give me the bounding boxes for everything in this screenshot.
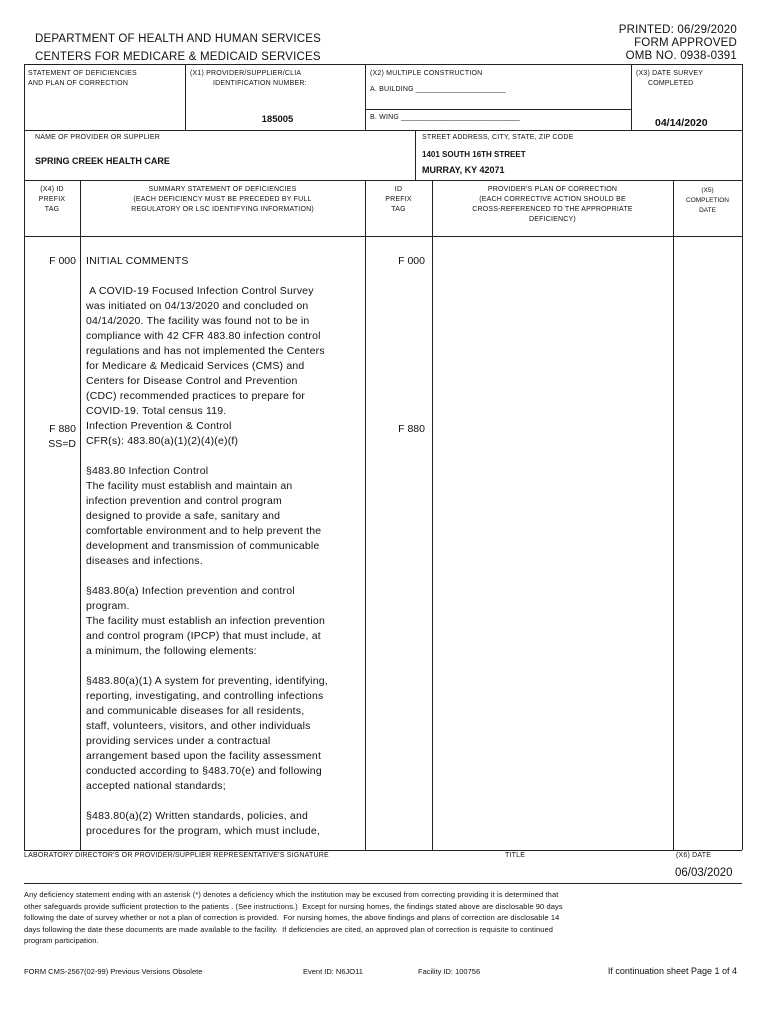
x3-label: (X3) DATE SURVEY COMPLETED <box>636 70 704 87</box>
provider-name-label: NAME OF PROVIDER OR SUPPLIER <box>35 134 161 141</box>
tag-f880-right: F 880 <box>398 423 425 435</box>
plan-header: PROVIDER'S PLAN OF CORRECTION (EACH CORRECTIVE ACTION SHOULD BE CROSS-REFERENCED TO THE APPROPRIATE DEFICIENCY) <box>472 186 633 223</box>
wing-field: B. WING _____________________________ <box>370 114 520 121</box>
x4-header: (X4) ID PREFIX TAG <box>38 186 66 213</box>
x5-header: (X5) COMPLETION DATE <box>686 187 729 214</box>
address-label: STREET ADDRESS, CITY, STATE, ZIP CODE <box>422 134 574 141</box>
title-label: TITLE <box>505 852 526 859</box>
x6-date-label: (X6) DATE <box>676 852 712 859</box>
building-field: A. BUILDING ______________________ <box>370 86 507 93</box>
x2-label: (X2) MULTIPLE CONSTRUCTION <box>370 70 483 77</box>
initial-comments-heading: INITIAL COMMENTS <box>86 255 189 267</box>
disclosure-note: Any deficiency statement ending with an asterisk (*) denotes a deficiency which the institution may be excused from correcting providing it is determined that other safeguards provide sufficient protection to the patients . (See instructions.) Except for nursing homes, the findings stated above are disclosable 90 days following the date of survey whether or not a plan of correction is provided. For nursing homes, the above findings and plans of correction are disclosable 14 days following the date these documents are made available to the facility. If deficiencies are cited, an approved plan of correction is requisite to continued program participation. <box>24 890 563 945</box>
id-prefix-header: ID PREFIX TAG <box>385 186 412 213</box>
page-continuation: If continuation sheet Page 1 of 4 <box>607 966 737 976</box>
printed-date: PRINTED: 06/29/2020 <box>618 24 737 36</box>
event-id: Event ID: N6JO11 <box>303 967 363 976</box>
grid-line <box>673 180 674 850</box>
tag-f880-left: F 880 <box>49 423 76 435</box>
grid-line <box>742 64 743 850</box>
provider-name: SPRING CREEK HEALTH CARE <box>35 156 170 166</box>
covid-survey-paragraph: A COVID-19 Focused Infection Control Survey was initiated on 04/13/2020 and concluded on 04/14/2020. The facility was found not to be in compliance with 42 CFR 483.80 infection control regulations and has not implemented the Centers for Medicare & Medicaid Services (CMS) and Centers for Disease Control and Prevention (CDC) recommended practices to prepare for COVID-19. Total census 119. <box>86 285 325 417</box>
department-title: DEPARTMENT OF HEALTH AND HUMAN SERVICES <box>35 33 321 45</box>
grid-line <box>432 180 433 850</box>
paragraph-483-80-a: §483.80(a) Infection prevention and control program. The facility must establish an infection prevention and control program (IPCP) that must include, at a minimum, the following elements: <box>86 585 325 657</box>
grid-line <box>185 64 186 130</box>
grid-line <box>24 236 742 237</box>
tag-severity: SS=D <box>48 438 76 450</box>
paragraph-483-80-a-2: §483.80(a)(2) Written standards, policies, and procedures for the program, which must include, <box>86 810 321 837</box>
address-line-1: 1401 SOUTH 16TH STREET <box>422 150 526 159</box>
grid-line <box>365 64 366 130</box>
grid-line <box>24 180 742 181</box>
address-line-2: MURRAY, KY 42071 <box>422 165 505 175</box>
paragraph-483-80-a-1: §483.80(a)(1) A system for preventing, identifying, reporting, investigating, and controlling infections and communicable diseases for all residents, staff, volunteers, visitors, and other individuals providing services under a contractual arrangement based upon the facility assessment conducted according to §483.70(e) and following accepted national standards; <box>86 675 328 792</box>
grid-line <box>24 64 742 65</box>
form-approved: FORM APPROVED <box>634 37 737 49</box>
grid-line <box>24 64 25 850</box>
grid-line <box>24 883 742 884</box>
centers-title: CENTERS FOR MEDICARE & MEDICAID SERVICES <box>35 51 321 63</box>
signature-label: LABORATORY DIRECTOR'S OR PROVIDER/SUPPLIER REPRESENTATIVE'S SIGNATURE <box>24 852 329 859</box>
grid-line <box>415 130 416 180</box>
statement-label: STATEMENT OF DEFICIENCIES AND PLAN OF CORRECTION <box>28 70 137 87</box>
tag-f000-right: F 000 <box>398 255 425 267</box>
grid-line <box>365 180 366 850</box>
summary-body <box>86 254 362 854</box>
summary-header: SUMMARY STATEMENT OF DEFICIENCIES (EACH DEFICIENCY MUST BE PRECEDED BY FULL REGULATORY OR LSC IDENTIFYING INFORMATION) <box>131 186 314 213</box>
form-id: FORM CMS-2567(02-99) Previous Versions Obsolete <box>24 967 203 976</box>
tag-f000-left: F 000 <box>49 255 76 267</box>
grid-line <box>365 109 631 110</box>
grid-line <box>24 130 742 131</box>
omb-number: OMB NO. 0938-0391 <box>625 50 737 62</box>
x1-label: (X1) PROVIDER/SUPPLIER/CLIA IDENTIFICATION NUMBER: <box>190 70 307 87</box>
survey-date-value: 04/14/2020 <box>655 117 708 129</box>
signature-date-value: 06/03/2020 <box>675 867 733 879</box>
grid-line <box>80 180 81 850</box>
provider-id-value: 185005 <box>261 114 294 125</box>
grid-line <box>631 64 632 130</box>
facility-id: Facility ID: 100756 <box>418 967 481 976</box>
paragraph-483-80: §483.80 Infection Control The facility must establish and maintain an infection prevention and control program designed to provide a safe, sanitary and comfortable environment and to help prevent the development and transmission of communicable diseases and infections. <box>86 465 322 567</box>
f880-title: Infection Prevention & Control CFR(s): 483.80(a)(1)(2)(4)(e)(f) <box>86 420 239 447</box>
